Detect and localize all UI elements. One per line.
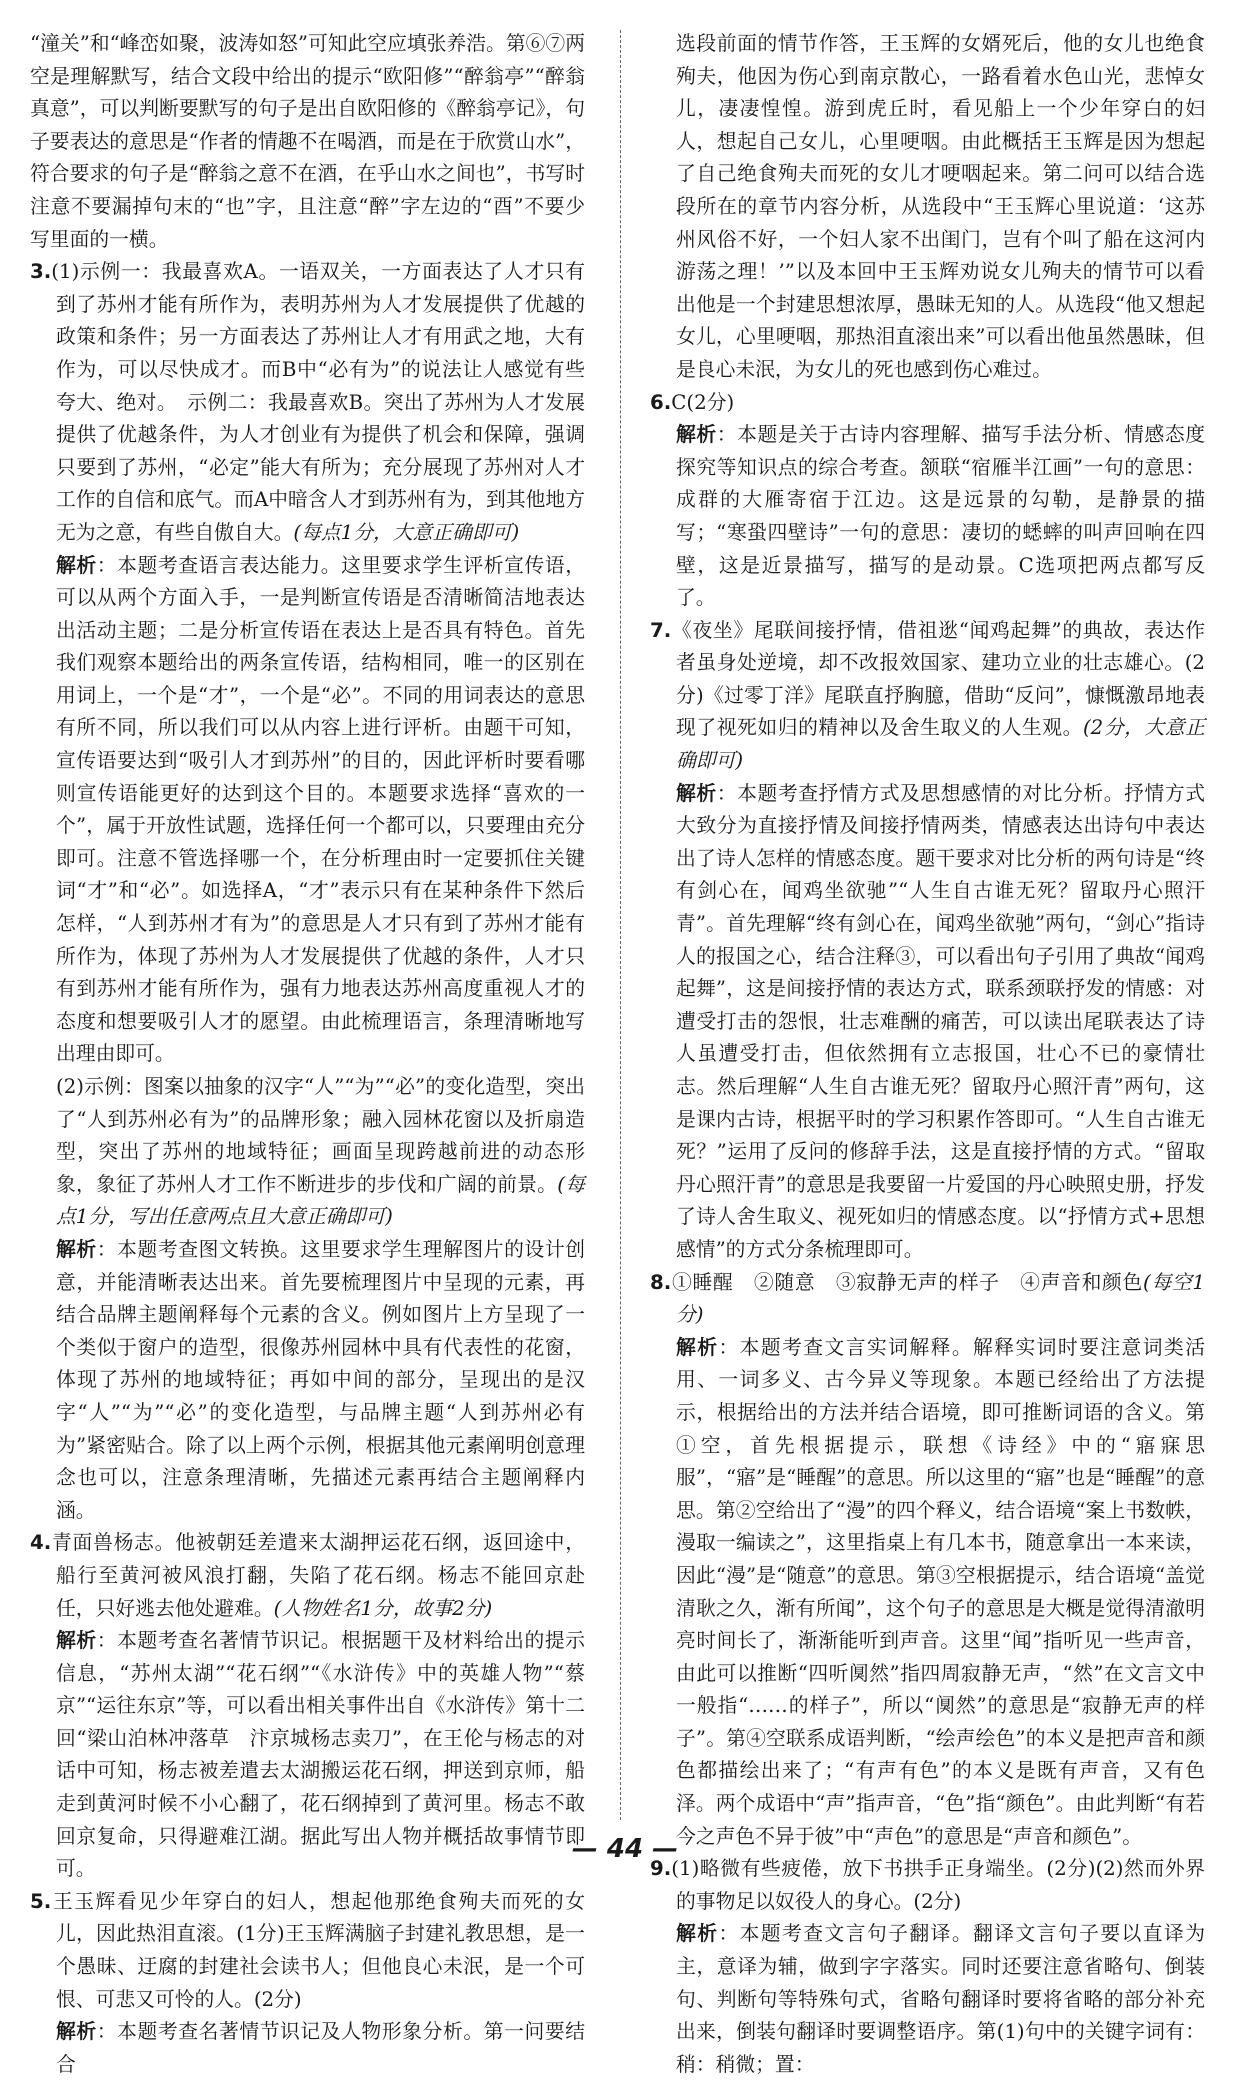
question-number: 3. [30, 260, 52, 284]
question-number: 7. [650, 618, 672, 642]
answer-text: ①睡醒 ②随意 ③寂静无声的样子 ④声音和颜色 [671, 1270, 1144, 1294]
analysis-label: 解析 [56, 553, 97, 577]
analysis-label: 解析 [676, 781, 717, 805]
question-4 [30, 1527, 585, 1625]
left-column [30, 28, 585, 2081]
score-note: (2分) [913, 1889, 962, 1913]
analysis-paragraph [650, 1918, 1205, 2081]
score-note: (每空1分) [676, 1270, 1205, 1327]
answer-text: 《夜坐》尾联间接抒情，借祖逖“闻鸡起舞”的典故，表达作者虽身处逆境，却不改报效国家、建功立业的壮志雄心。 [671, 618, 1205, 675]
column-divider [620, 30, 621, 1820]
score-note: (2分) [253, 1987, 302, 2011]
question-number: 4. [30, 1531, 52, 1555]
question-6 [650, 387, 1205, 420]
question-5 [30, 1886, 585, 2016]
analysis-paragraph [650, 419, 1205, 615]
answer-text: (2)示例：图案以抽象的汉字“人”“为”“必”的变化造型，突出了“人到苏州必有为”的品牌形象；融入园林花窗以及折扇造型，突出了苏州的地域特征；画面呈现跨越前进的动态形象，象征了苏州人才工作不断进步的步伐和广阔的前景。 [56, 1075, 585, 1196]
question-7 [650, 615, 1205, 778]
q2-continuation: “潼关”和“峰峦如聚，波涛如怒”可知此空应填张养浩。第⑥⑦两空是理解默写，结合文段中给出的提示“欧阳修”“醉翁亭”“醉翁真意”，可以判断要默写的句子是出自欧阳修的《醉翁亭记》，句子要表达的意思是“作者的情趣不在喝酒，而是在于欣赏山水”，符合要求的句子是“醉翁之意不在酒，在乎山水之间也”，书写时注意不要漏掉句末的“也”字，且注意“醉”字左边的“酉”不要少写里面的一横。 [30, 32, 585, 251]
question-number: 6. [650, 390, 672, 414]
answer-text: 青面兽杨志。他被朝廷差遣来太湖押运花石纲，返回途中，船行至黄河被风浪打翻，失陷了花石纲。杨志不能回京赴任，只好逃去他处避难。 [51, 1531, 585, 1620]
score-note: (人物姓名1分，故事2分) [273, 1596, 493, 1620]
answer-text: 王玉辉看见少年穿白的妇人，想起他那绝食殉夫而死的女儿，因此热泪直滚。 [51, 1889, 585, 1946]
right-column [650, 28, 1205, 2081]
score-note: (每点1分，写出任意两点且大意正确即可) [56, 1172, 586, 1229]
answer-text: 《过零丁洋》尾联直抒胸臆，借助“反问”，慷慨激昂地表现了视死如归的精神以及舍生取义的人生观。 [676, 683, 1206, 740]
question-number: 8. [650, 1270, 672, 1294]
score-note: (2分，大意正确即可) [676, 716, 1205, 773]
analysis-label: 解析 [56, 2020, 97, 2044]
analysis-text: ：本题考查文言句子翻译。翻译文言句子要以直译为主，意译为辅，做到字字落实。同时还要注意省略句、倒装句、判断句等特殊句式，省略句翻译时要将省略的部分补充出来，倒装句翻译时要调整语序。第(1)句中的关键字词有：稍：稍微；置： [676, 1922, 1205, 2076]
answer-text: (1)示例一：我最喜欢A。一语双关，一方面表达了人才只有到了苏州才能有所作为，表明苏州为人才发展提供了优越的政策和条件；另一方面表达了苏州让人才有用武之地，大有作为，可以尽快成才。而B中“必有为”的说法让人感觉有些夸大、绝对。 示例二：我最喜欢B。突出了苏州为人才发展提供了优越条件，为人才创业有为提供了机会和保障，强调只要到了苏州，“必定”能大有所为；充分展现了苏州对人才工作的自信和底气。而A中暗含人才到苏州有为，到其他地方无为之意，有些自傲自大。 [51, 260, 585, 544]
answer-text: 王玉辉满脑子封建礼教思想，是一个愚昧、迂腐的封建社会读书人；但他良心未泯，是一个可恨、可悲又可怜的人。 [56, 1922, 585, 2011]
analysis-text: ：本题考查语言表达能力。这里要求学生评析宣传语，可以从两个方面入手，一是判断宣传语是否清晰简洁地表达出活动主题；二是分析宣传语在表达上是否具有特色。首先我们观察本题给出的两条宣传语，结构相同，唯一的区别在用词上，一个是“才”，一个是“必”。不同的用词表达的意思有所不同，所以我们可以从内容上进行评析。由题干可知，宣传语要达到“吸引人才到苏州”的目的，因此评析时要看哪则宣传语能更好的达到这个目的。本题要求选择“喜欢的一个”，属于开放性试题，选择任何一个都可以，只要理由充分即可。注意不管选择哪一个，在分析理由时一定要抓住关键词“才”和“必”。如选择A，“才”表示只有在某种条件下然后怎样，“人到苏州才有为”的意思是人才只有到了苏州才能有所作为，体现了苏州为人才发展提供了优越的条件，人才只有到苏州才能有所作为，强有力地表达苏州高度重视人才的态度和想要吸引人才的愿望。由此梳理语言，条理清晰地写出理由即可。 [56, 553, 585, 1066]
answer-text: (2)然而外界的事物足以奴役人的身心。 [676, 1857, 1205, 1913]
analysis-text: ：本题考查名著情节识记。根据题干及材料给出的提示信息，“苏州太湖”“花石纲”“《水浒传》中的英雄人物”“蔡京”“运往东京”等，可以看出相关事件出自《水浒传》第十二回“梁山泊林冲落草 汴京城杨志卖刀”，在王伦与杨志的对话中可知，杨志被差遣去太湖搬运花石纲，押送到京师，船走到黄河时候不小心翻了，花石纲掉到了黄河里。杨志不敢回京复命，只得避难江湖。据此写出人物并概括故事情节即可。 [56, 1629, 585, 1881]
question-8 [650, 1267, 1205, 1332]
score-note: (2分) [676, 651, 1205, 707]
question-3 [30, 256, 585, 549]
analysis-text: ：本题考查名著情节识记及人物形象分析。第一问要结合 [56, 2020, 585, 2076]
analysis-label: 解析 [56, 1629, 97, 1653]
analysis-text: ：本题考查抒情方式及思想感情的对比分析。抒情方式大致分为直接抒情及间接抒情两类，情感表达出诗句中表达出了诗人怎样的情感态度。题干要求对比分析的两句诗是“终有剑心在，闻鸡坐欲驰”“人生自古谁无死？留取丹心照汗青”。首先理解“终有剑心在，闻鸡坐欲驰”两句，“剑心”指诗人的报国之心，结合注释③，可以看出句子引用了典故“闻鸡起舞”，这是间接抒情的表达方式，联系颈联抒发的情感：对遭受打击的怨恨，壮志难酬的痛苦，可以读出尾联表达了诗人虽遭受打击，但依然拥有立志报国，壮心不已的豪情壮志。然后理解“人生自古谁无死？留取丹心照汗青”两句，这是课内古诗，根据平时的学习积累作答即可。“人生自古谁无死？”运用了反问的修辞手法，这是直接抒情的方式。“留取丹心照汗青”的意思是我要留一片爱国的丹心映照史册，抒发了诗人舍生取义、视死如归的情感态度。以“抒情方式+思想感情”的方式分条梳理即可。 [676, 781, 1205, 1261]
analysis-paragraph [30, 1234, 585, 1527]
analysis-paragraph [650, 778, 1205, 1267]
analysis-text: ：本题考查图文转换。这里要求学生理解图片的设计创意，并能清晰表达出来。首先要梳理图片中呈现的元素，再结合品牌主题阐释每个元素的含义。例如图片上方呈现了一个类似于窗户的造型，很像苏州园林中具有代表性的花窗，体现了苏州的地域特征；再如中间的部分，呈现出的是汉字“人”“为”“必”的变化造型，与品牌主题“人到苏州必有为”紧密贴合。除了以上两个示例，根据其他元素阐明创意理念也可以，注意条理清晰，先描述元素再结合主题阐释内涵。 [56, 1237, 585, 1522]
analysis-label: 解析 [676, 1922, 719, 1946]
score-note: (每点1分，大意正确即可) [293, 520, 520, 544]
question-number: 9. [650, 1857, 672, 1881]
analysis-paragraph [650, 1332, 1205, 1854]
score-note: (2分) [686, 390, 735, 414]
score-note: (1分) [236, 1922, 285, 1946]
analysis-label: 解析 [56, 1237, 97, 1261]
q5-continuation: 选段前面的情节作答，王玉辉的女婿死后，他的女儿也绝食殉夫，他因为伤心到南京散心，一路看着水色山光，悲悼女儿，凄凄惶惶。游到虎丘时，看见船上一个少年穿白的妇人，想起自己女儿，心里哽咽。由此概括王玉辉是因为想起了自己绝食殉夫而死的女儿才哽咽起来。第二问可以结合选段所在的章节内容分析，从选段中“王玉辉心里说道：‘这苏州风俗不好，一个妇人家不出闺门，岂有个叫了船在这河内游荡之理！’”以及本回中王玉辉劝说女儿殉夫的情节可以看出他是一个封建思想浓厚，愚昧无知的人。从选段“他又想起女儿，心里哽咽，那热泪直滚出来”可以看出他虽然愚昧，但是良心未泯，为女儿的死也感到伤心难过。 [676, 32, 1205, 381]
score-note: (2分) [1046, 1857, 1096, 1881]
analysis-paragraph [30, 550, 585, 1072]
analysis-paragraph [30, 2016, 585, 2081]
question-number: 5. [30, 1889, 52, 1913]
analysis-text: ：本题考查文言实词解释。解释实词时要注意词类活用、一词多义、古今异义等现象。本题已经给出了方法提示，根据给出的方法并结合语境，即可推断词语的含义。第①空，首先根据提示，联想《诗经》中的“寤寐思服”，“寤”是“睡醒”的意思。所以这里的“寤”也是“睡醒”的意思。第②空给出了“漫”的四个释义，结合语境“案上书数帙，漫取一编读之”，这里指桌上有几本书，随意拿出一本来读，因此“漫”是“随意”的意思。第③空根据提示，结合语境“盖觉清耿之久，渐有所闻”，这个句子的意思是大概是觉得清澈明亮时间长了，渐渐能听到声音。这里“闻”指听见一些声音，由此可以推断“四听阒然”指四周寂静无声，“然”在文言文中一般指“……的样子”，所以“阒然”的意思是“寂静无声的样子”。第④空联系成语判断，“绘声绘色”的本义是把声音和颜色都描绘出来了；“有声有色”的本义是既有声音，又有色泽。两个成语中“声”指声音，“色”指“颜色”。由此判断“有若今之声色不异于彼”中“声色”的意思是“声音和颜色”。 [676, 1335, 1205, 1848]
analysis-label: 解析 [676, 1335, 719, 1359]
page-number-value: 44 [606, 1834, 644, 1864]
analysis-label: 解析 [676, 423, 717, 447]
page-number: — 44 — [571, 1834, 679, 1864]
answer-paragraph [30, 1071, 585, 1234]
answer-text: (1)略微有些疲倦，放下书拱手正身端坐。 [671, 1857, 1047, 1881]
analysis-text: ：本题是关于古诗内容理解、描写手法分析、情感态度探究等知识点的综合考查。颔联“宿雁半江画”一句的意思：成群的大雁寄宿于江边。这是远景的勾勒，是静景的描写；“寒蛩四壁诗”一句的意思：凄切的蟋蟀的叫声回响在四壁，这是近景描写，描写的是动景。C选项把两点都写反了。 [676, 423, 1205, 610]
answer-text: C [671, 390, 687, 414]
